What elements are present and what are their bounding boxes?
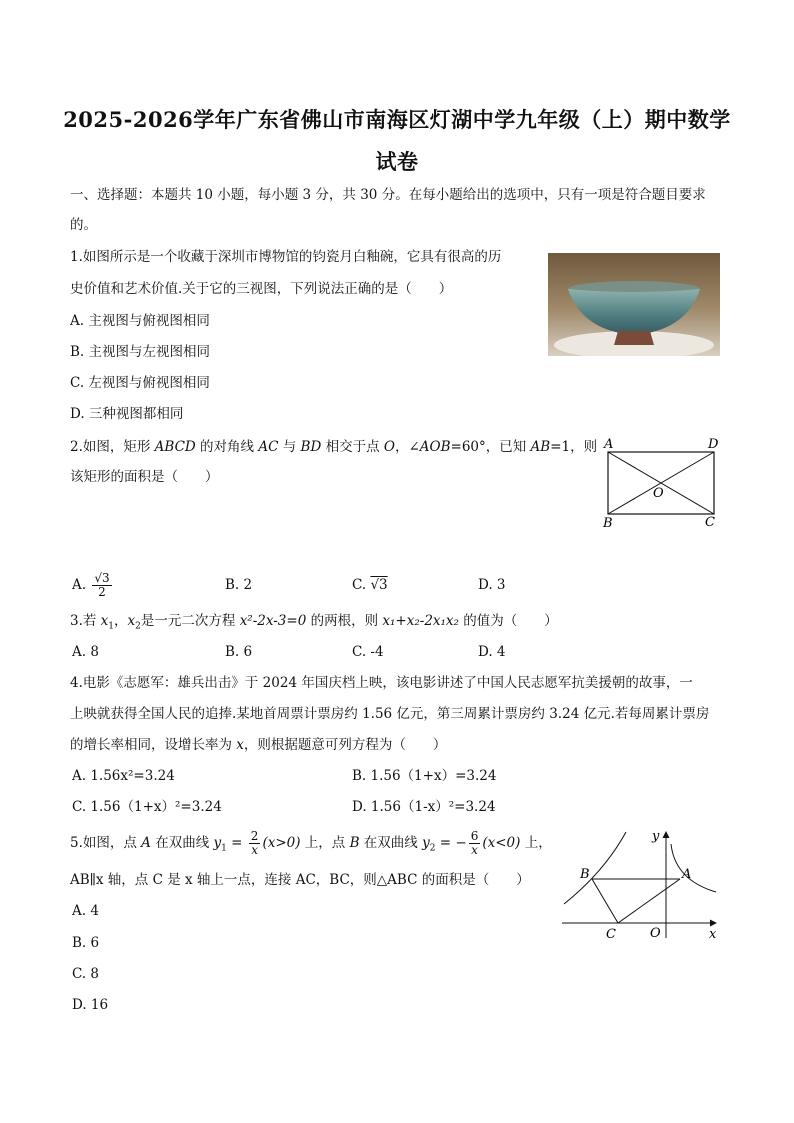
label-y: y — [652, 829, 660, 844]
frac-2-over-x: $\frac{2}{x}$ — [250, 829, 259, 857]
q5-option-b: B. 6 — [72, 935, 100, 951]
q2-option-c: C. √3 — [352, 577, 388, 593]
q5-option-d: D. 16 — [72, 997, 109, 1013]
q2-rectangle-figure — [596, 434, 726, 534]
frac-sqrt3-over-2: $\frac{√3}{2}$ — [94, 571, 110, 599]
hyperbola-left — [564, 832, 626, 904]
label-o: O — [653, 486, 664, 501]
q4-option-d: D. 1.56（1-x）²=3.24 — [352, 799, 496, 815]
q4-stem-line1: 4.电影《志愿军：雄兵出击》于 2024 年国庆档上映，该电影讲述了中国人民志愿军抗美援朝的故事，一 — [70, 675, 693, 691]
label-a: A — [682, 867, 692, 882]
q2-option-a: A. $\frac{√3}{2}$ — [72, 571, 110, 599]
q1-option-d: D. 三种视图都相同 — [70, 406, 184, 422]
exam-title-line2: 试卷 — [375, 149, 419, 174]
q1-option-c: C. 左视图与俯视图相同 — [70, 375, 210, 391]
label-x: x — [709, 927, 717, 942]
bowl-photo — [548, 253, 720, 356]
q3-option-b: B. 6 — [225, 644, 253, 660]
q4-option-a: A. 1.56x²=3.24 — [72, 768, 175, 784]
q3-option-c: C. -4 — [352, 644, 384, 660]
q4-stem-line2: 上映就获得全国人民的追捧.某地首周票计票房约 1.56 亿元，第三周累计票房约 3.24 亿元.若每周累计票房 — [70, 706, 710, 722]
segment-ac — [618, 879, 680, 923]
q5-option-a: A. 4 — [72, 903, 99, 919]
label-c: C — [606, 927, 616, 942]
q3-stem: 3.若 $x_1$，$x_2$是一元二次方程 x²-2x-3=0 的两根，则 x₁+x₂-2x₁x₂ 的值为（ ） — [70, 613, 558, 632]
frac-6-over-x: $\frac{6}{x}$ — [470, 829, 479, 857]
label-b: B — [580, 867, 590, 882]
exam-title-line1: 2025-2026学年广东省佛山市南海区灯湖中学九年级（上）期中数学 — [63, 107, 731, 132]
q5-option-c: C. 8 — [72, 966, 100, 982]
q1-stem-line2: 史价值和艺术价值.关于它的三视图，下列说法正确的是（ ） — [70, 281, 453, 297]
label-d: D — [708, 437, 719, 452]
segment-bc — [592, 879, 618, 923]
q2-stem-line1: 2.如图，矩形 ABCD 的对角线 AC 与 BD 相交于点 O，∠AOB=60°，已知 AB=1，则 — [70, 439, 598, 455]
q1-option-a: A. 主视图与俯视图相同 — [70, 313, 210, 329]
q4-stem-line3: 的增长率相同，设增长率为 x，则根据题意可列方程为（ ） — [70, 737, 447, 753]
label-a: A — [604, 437, 614, 452]
label-b: B — [603, 516, 613, 531]
section-heading-line1: 一、选择题：本题共 10 小题，每小题 3 分，共 30 分。在每小题给出的选项中，只有一项是符合题目要求 — [70, 187, 706, 203]
section-heading-line2: 的。 — [70, 217, 97, 233]
label-c: C — [705, 515, 715, 530]
q5-stem-line2: AB∥x 轴，点 C 是 x 轴上一点，连接 AC，BC，则△ABC 的面积是（ ） — [70, 872, 530, 888]
q2-option-d: D. 3 — [478, 577, 506, 593]
q1-option-b: B. 主视图与左视图相同 — [70, 344, 211, 360]
q1-stem-line1: 1.如图所示是一个收藏于深圳市博物馆的钧瓷月白釉碗，它具有很高的历 — [70, 249, 502, 265]
label-o: O — [650, 926, 661, 941]
q4-option-c: C. 1.56（1+x）²=3.24 — [72, 799, 222, 815]
q2-stem-line2: 该矩形的面积是（ ） — [70, 469, 219, 485]
q3-option-d: D. 4 — [478, 644, 506, 660]
q3-option-a: A. 8 — [72, 644, 99, 660]
hyperbola-right — [671, 844, 716, 892]
q2-option-b: B. 2 — [225, 577, 253, 593]
q4-option-b: B. 1.56（1+x）=3.24 — [352, 768, 497, 784]
q5-hyperbola-figure — [556, 826, 726, 944]
q5-stem-line1: 5.如图，点 A 在双曲线 $y_1$ = $\frac{2}{x}$ (x>0) 上，点 B 在双曲线 $y_2$ = − $\frac{6}{x}$ (x<0) 上， — [70, 829, 552, 857]
